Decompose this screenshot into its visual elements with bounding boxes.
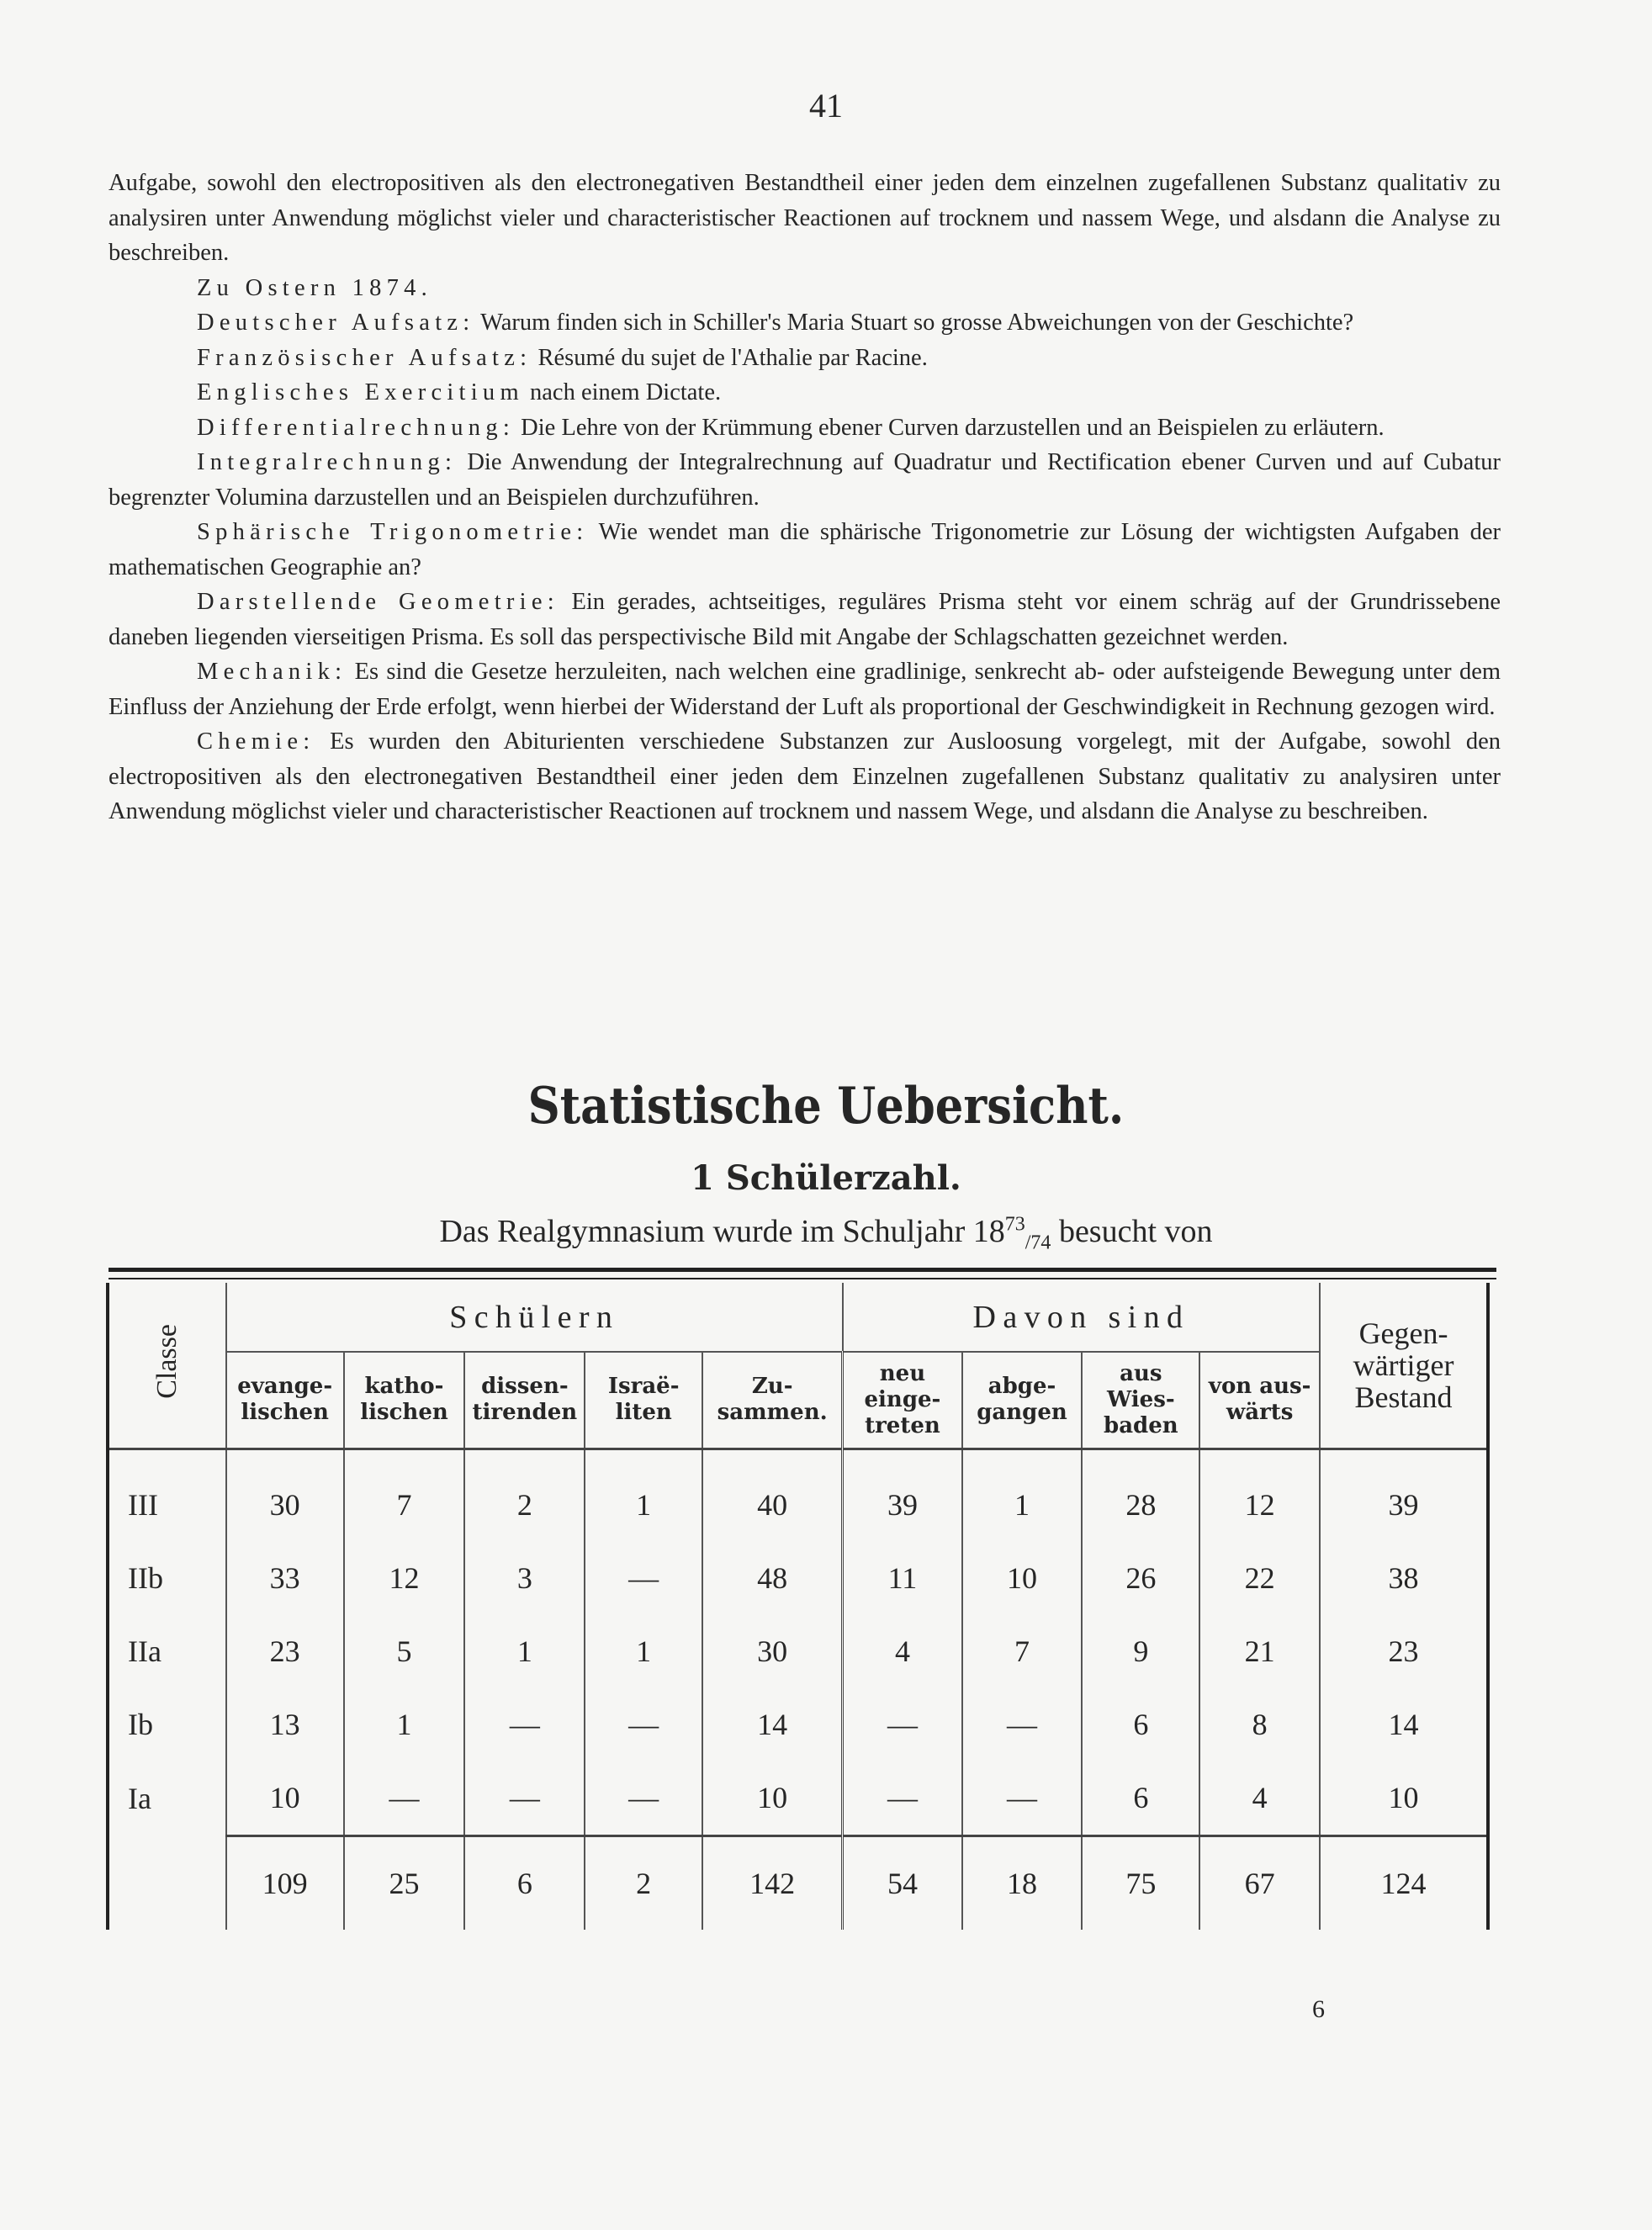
table-cell: —	[585, 1761, 702, 1836]
row-classe: IIb	[108, 1542, 226, 1615]
divider-rule	[109, 1268, 1496, 1272]
total-cell: 54	[843, 1835, 962, 1930]
total-cell: 18	[962, 1835, 1083, 1930]
section-heading-text: Zu Ostern 1874.	[197, 274, 433, 301]
table-cell: 10	[962, 1542, 1083, 1615]
topic-label: Englisches Exercitium	[197, 379, 524, 405]
exam-topics	[109, 305, 1501, 829]
table-cell: 39	[1320, 1449, 1488, 1542]
total-cell: 6	[464, 1835, 585, 1930]
table-cell: —	[585, 1542, 702, 1615]
topic-label: Deutscher Aufsatz:	[197, 310, 475, 336]
sub-header-4: Zu-sammen.	[702, 1352, 843, 1449]
topic-text: Die Lehre von der Krümmung ebener Curven darzustellen und an Beispielen zu erläutern.	[521, 414, 1385, 441]
table-cell: 12	[344, 1542, 465, 1615]
sub-header-3: Israë-liten	[585, 1352, 702, 1449]
table-cell: 5	[344, 1615, 465, 1688]
table-cell: 6	[1082, 1761, 1199, 1836]
table-cell: —	[464, 1761, 585, 1836]
table-cell: 6	[1082, 1688, 1199, 1761]
sheet-number: 6	[1312, 1995, 1325, 2023]
sub-header-0: evange-lischen	[226, 1352, 344, 1449]
sub-header-row	[108, 1352, 1488, 1449]
exam-topic	[109, 515, 1501, 585]
table-cell: 10	[226, 1761, 344, 1836]
table-cell: 10	[702, 1761, 843, 1836]
table-cell: —	[344, 1761, 465, 1836]
table-cell: 48	[702, 1542, 843, 1615]
sub-header-2: dissen-tirenden	[464, 1352, 585, 1449]
row-classe: IIa	[108, 1615, 226, 1688]
table-cell: 3	[464, 1542, 585, 1615]
table-cell: —	[962, 1761, 1083, 1836]
table-cell: 14	[702, 1688, 843, 1761]
table-cell: —	[464, 1688, 585, 1761]
topic-text: Résumé du sujet de l'Athalie par Racine.	[537, 344, 928, 371]
sub-header-6: abge-gangen	[962, 1352, 1083, 1449]
table-cell: 30	[702, 1615, 843, 1688]
totals-blank	[108, 1835, 226, 1930]
section-heading	[109, 271, 1501, 306]
topic-label: Differentialrechnung:	[197, 414, 516, 441]
table-row	[108, 1615, 1488, 1688]
table-cell: 28	[1082, 1449, 1199, 1542]
divider-rule-thin	[109, 1278, 1496, 1279]
table-caption	[0, 1213, 1652, 1255]
section-subtitle: 1 Schülerzahl.	[691, 1158, 961, 1198]
intro-paragraph	[109, 166, 1501, 829]
classe-header	[108, 1283, 226, 1449]
topic-label: Französischer Aufsatz:	[197, 344, 532, 371]
page-number: 41	[809, 87, 843, 124]
total-cell: 124	[1320, 1835, 1488, 1930]
table-row	[108, 1761, 1488, 1836]
exam-topic	[109, 411, 1501, 446]
total-cell: 2	[585, 1835, 702, 1930]
caption-text-end: besucht von	[1051, 1214, 1213, 1249]
table-row	[108, 1542, 1488, 1615]
topic-label: Sphärische Trigonometrie:	[197, 519, 589, 545]
table-cell: 7	[344, 1449, 465, 1542]
table-cell: —	[585, 1688, 702, 1761]
topic-text: Es sind die Gesetze herzuleiten, nach welchen eine gradlinige, senkrecht ab- oder aufsteigende Bewegung unter dem Einfluss der Anziehung der Erde erfolgt, wenn hierbei der Widerstand der Luft als proportional der Geschwindigkeit in Rechnung gezogen wird.	[109, 659, 1501, 720]
table-cell: 1	[344, 1688, 465, 1761]
total-cell: 25	[344, 1835, 465, 1930]
table-cell: 14	[1320, 1688, 1488, 1761]
total-cell: 142	[702, 1835, 843, 1930]
exam-topic	[109, 341, 1501, 376]
table-cell: 11	[843, 1542, 962, 1615]
table-cell: 12	[1199, 1449, 1320, 1542]
bestand-header: Gegen-wärtiger Bestand	[1320, 1283, 1488, 1449]
table-cell: 22	[1199, 1542, 1320, 1615]
table-cell: 23	[226, 1615, 344, 1688]
table-cell: —	[843, 1761, 962, 1836]
table-cell: 10	[1320, 1761, 1488, 1836]
topic-text: Es wurden den Abiturienten verschiedene Substanzen zur Ausloosung vorgelegt, mit der Aufgabe, sowohl den electropositiven als den electronegativen Bestandtheil einer jeden dem Einzelnen zugefallenen Substanz qualitativ zu analysiren unter Anwendung möglichst vieler und characteristischer Reactionen auf trocknem und nassem Wege, und alsdann die Analyse zu beschreiben.	[109, 728, 1501, 824]
exam-topic	[109, 305, 1501, 341]
exam-topic	[109, 375, 1501, 411]
row-classe: III	[108, 1449, 226, 1542]
sub-header-5: neu einge-treten	[843, 1352, 962, 1449]
topic-label: Integralrechnung:	[197, 449, 458, 475]
page-title: Statistische Uebersicht.	[527, 1077, 1125, 1136]
topic-label: Darstellende Geometrie:	[197, 589, 559, 615]
classe-header-text: Classe	[151, 1323, 183, 1399]
table-cell: —	[962, 1688, 1083, 1761]
table-cell: 21	[1199, 1615, 1320, 1688]
topic-label: Chemie:	[197, 728, 315, 755]
table-cell: —	[843, 1688, 962, 1761]
table-cell: 4	[843, 1615, 962, 1688]
sub-header-7: aus Wies-baden	[1082, 1352, 1199, 1449]
table-cell: 9	[1082, 1615, 1199, 1688]
table-row	[108, 1449, 1488, 1542]
table-cell: 38	[1320, 1542, 1488, 1615]
caption-text: Das Realgymnasium wurde im Schuljahr 18	[439, 1214, 1005, 1249]
topic-text: Warum finden sich in Schiller's Maria Stuart so grosse Abweichungen von der Geschichte?	[480, 310, 1354, 336]
table-cell: 7	[962, 1615, 1083, 1688]
total-cell: 109	[226, 1835, 344, 1930]
table-row	[108, 1688, 1488, 1761]
table-cell: 2	[464, 1449, 585, 1542]
topic-text: nach einem Dictate.	[530, 379, 722, 405]
table-cell: 13	[226, 1688, 344, 1761]
exam-topic	[109, 585, 1501, 654]
totals-row	[108, 1835, 1488, 1930]
table-cell: 4	[1199, 1761, 1320, 1836]
caption-sup: 73	[1004, 1213, 1025, 1236]
intro-text: Aufgabe, sowohl den electropositiven als den electronegativen Bestandtheil einer jeden dem einzelnen zugefallenen Substanz qualitativ zu analysiren unter Anwendung möglichst vieler und characteristischer Reactionen auf trocknem und nassem Wege, und alsdann die Analyse zu beschreiben.	[109, 170, 1501, 266]
caption-sub: /74	[1025, 1232, 1051, 1254]
statistics-table	[106, 1283, 1490, 1930]
table-body	[108, 1449, 1488, 1835]
sub-header-8: von aus-wärts	[1199, 1352, 1320, 1449]
table-cell: 1	[585, 1449, 702, 1542]
topic-text: Ein gerades, achtseitiges, reguläres Prisma steht vor einem schräg auf der Grundrissebene daneben liegenden vierseitigen Prisma. Es soll das perspectivische Bild mit Angabe der Schlagschatten gezeichnet werden.	[109, 589, 1501, 650]
exam-topic	[109, 445, 1501, 515]
exam-topic	[109, 654, 1501, 724]
exam-topic	[109, 724, 1501, 829]
table-cell: 23	[1320, 1615, 1488, 1688]
table-cell: 1	[585, 1615, 702, 1688]
table-cell: 33	[226, 1542, 344, 1615]
total-cell: 67	[1199, 1835, 1320, 1930]
row-classe: Ib	[108, 1688, 226, 1761]
total-cell: 75	[1082, 1835, 1199, 1930]
table-cell: 40	[702, 1449, 843, 1542]
table-cell: 1	[962, 1449, 1083, 1542]
topic-text: Die Anwendung der Integralrechnung auf Quadratur und Rectification ebener Curven und auf Cubatur begrenzter Volumina darzustellen und an Beispielen durchzuführen.	[109, 449, 1501, 511]
table-cell: 1	[464, 1615, 585, 1688]
schueler-group-header: Schülern	[226, 1283, 843, 1352]
davon-group-header: Davon sind	[843, 1283, 1320, 1352]
sub-header-1: katho-lischen	[344, 1352, 465, 1449]
table-cell: 30	[226, 1449, 344, 1542]
topic-label: Mechanik:	[197, 659, 347, 685]
topic-text: Wie wendet man die sphärische Trigonometrie zur Lösung der wichtigsten Aufgaben der mathematischen Geographie an?	[109, 519, 1501, 580]
table-cell: 26	[1082, 1542, 1199, 1615]
row-classe: Ia	[108, 1761, 226, 1836]
table-cell: 8	[1199, 1688, 1320, 1761]
table-cell: 39	[843, 1449, 962, 1542]
